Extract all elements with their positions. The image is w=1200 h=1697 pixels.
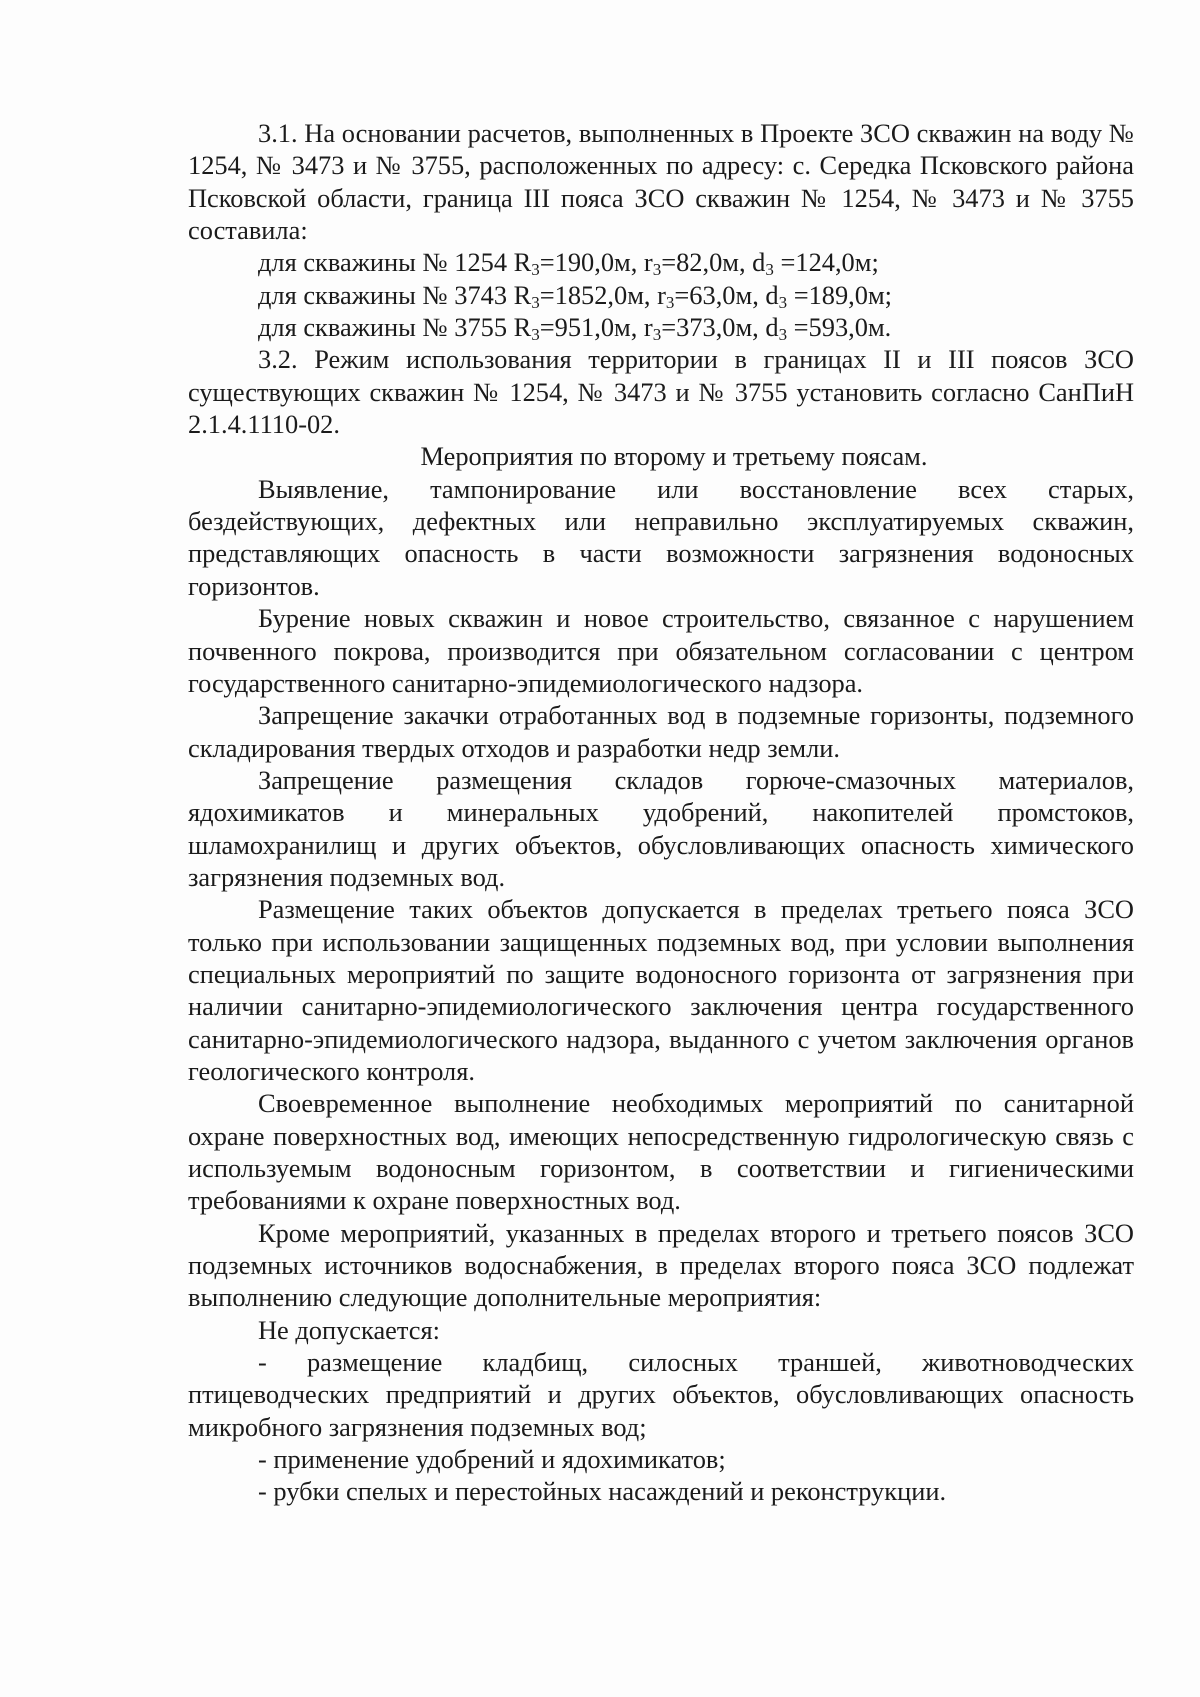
paragraph: Запрещение закачки отработанных вод в подземные горизонты, подземного складирования твердых отходов и разработки недр земли.: [188, 700, 1134, 763]
paragraph-3-2: 3.2. Режим использования территории в границах II и III поясов ЗСО существующих скважин № 1254, № 3473 и № 3755 установить согласно СанПиН 2.1.4.1110-02.: [188, 344, 1134, 440]
document-body: [188, 117, 1134, 1508]
paragraph-3-1: 3.1. На основании расчетов, выполненных в Проекте ЗСО скважин на воду № 1254, № 3473 и № 3755, расположенных по адресу: с. Середка Псковского района Псковской области, граница III пояса ЗСО скважин № 1254, № 3473 и № 3755 составила:: [188, 118, 1134, 246]
well-line-1254: для скважины № 1254 R3=190,0м, r3=82,0м, d3 =124,0м;: [258, 247, 879, 280]
bullet-item: - применение удобрений и ядохимикатов;: [258, 1444, 726, 1475]
paragraph: Кроме мероприятий, указанных в пределах второго и третьего поясов ЗСО подземных источников водоснабжения, в пределах второго пояса ЗСО подлежат выполнению следующие дополнительные мероприятия:: [188, 1217, 1134, 1313]
well-line-3755: для скважины № 3755 R3=951,0м, r3=373,0м, d3 =593,0м.: [258, 312, 892, 345]
section-heading: Мероприятия по второму и третьему поясам.: [420, 441, 928, 472]
not-allowed-label: Не допускается:: [258, 1314, 440, 1345]
paragraph: Бурение новых скважин и новое строительство, связанное с нарушением почвенного покрова, производится при обязательном согласовании с центром государственного санитарно-эпидемиологического надзора.: [188, 603, 1134, 698]
paragraph: Своевременное выполнение необходимых мероприятий по санитарной охране поверхностных вод, имеющих непосредственную гидрологическую связь с используемым водоносным горизонтом, в соответствии и гигиеническими требованиями к охране поверхностных вод.: [188, 1088, 1134, 1216]
paragraph: Размещение таких объектов допускается в пределах третьего пояса ЗСО только при использовании защищенных подземных вод, при условии выполнения специальных мероприятий по защите водоносного горизонта от загрязнения при наличии санитарно-эпидемиологического заключения центра государственного санитарно-эпидемиологического надзора, выданного с учетом заключения органов геологического контроля.: [188, 894, 1134, 1086]
bullet-item: - размещение кладбищ, силосных траншей, животноводческих птицеводческих предприятий и других объектов, обусловливающих опасность микробного загрязнения подземных вод;: [188, 1347, 1134, 1442]
paragraph: Выявление, тампонирование или восстановление всех старых, бездействующих, дефектных или неправильно эксплуатируемых скважин, представляющих опасность в части возможности загрязнения водоносных горизонтов.: [188, 473, 1134, 601]
well-line-3743: для скважины № 3743 R3=1852,0м, r3=63,0м, d3 =189,0м;: [258, 279, 892, 312]
bullet-item: - рубки спелых и перестойных насаждений и реконструкции.: [258, 1476, 947, 1507]
paragraph: Запрещение размещения складов горюче-смазочных материалов, ядохимикатов и минеральных удобрений, накопителей промстоков, шламохранилищ и других объектов, обусловливающих опасность химического загрязнения подземных вод.: [188, 764, 1134, 892]
